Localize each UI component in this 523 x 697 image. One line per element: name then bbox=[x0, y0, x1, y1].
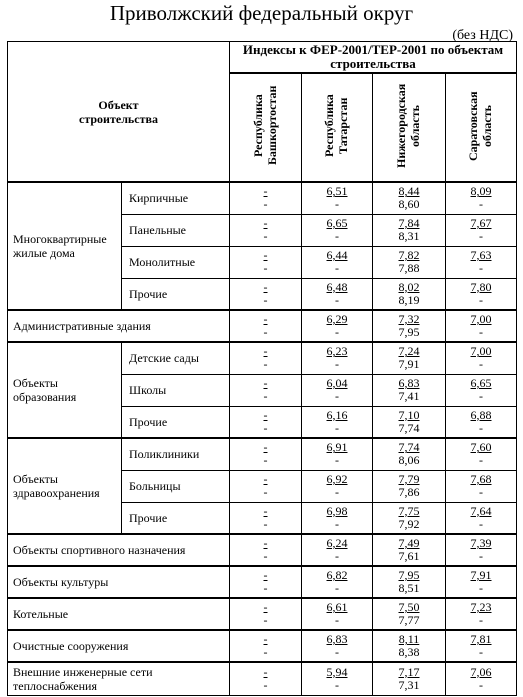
index-value-top: 6,91 bbox=[326, 440, 348, 455]
index-value-bottom: 7,41 bbox=[398, 389, 420, 403]
index-cell bbox=[373, 470, 446, 502]
index-value-bottom: 7,95 bbox=[398, 325, 420, 339]
index-cell bbox=[446, 598, 517, 630]
index-value-top: 6,24 bbox=[326, 536, 348, 550]
index-value-top: 6,29 bbox=[326, 312, 348, 326]
index-value-top: 6,16 bbox=[326, 407, 348, 422]
object-name: Объекты культуры bbox=[8, 566, 230, 598]
index-value-top: 6,51 bbox=[326, 184, 348, 199]
table-row bbox=[8, 662, 517, 695]
index-cell bbox=[446, 182, 517, 214]
index-value-bottom: - bbox=[335, 677, 339, 692]
index-cell bbox=[373, 214, 446, 246]
index-value-top: 7,63 bbox=[470, 248, 492, 262]
index-value-top: 7,84 bbox=[398, 216, 420, 230]
index-value-top: - bbox=[263, 600, 268, 614]
index-value-top: 7,67 bbox=[470, 216, 492, 230]
index-cell bbox=[373, 278, 446, 310]
index-value-bottom: - bbox=[479, 453, 484, 468]
index-cell bbox=[302, 310, 373, 342]
table-row bbox=[8, 310, 517, 342]
index-value-bottom: - bbox=[335, 325, 339, 339]
index-cell bbox=[302, 630, 373, 662]
index-value-bottom: - bbox=[335, 389, 339, 403]
index-cell bbox=[446, 502, 517, 534]
index-value-top: 7,17 bbox=[398, 664, 420, 679]
object-subtype: Панельные bbox=[122, 214, 230, 246]
index-value-top: 7,68 bbox=[470, 472, 492, 486]
index-value-bottom: - bbox=[263, 292, 268, 307]
index-value-bottom: - bbox=[263, 485, 268, 499]
index-cell bbox=[230, 630, 302, 662]
index-cell bbox=[446, 246, 517, 278]
index-value-top: - bbox=[263, 503, 268, 518]
index-cell bbox=[446, 278, 517, 310]
index-cell bbox=[302, 470, 373, 502]
index-cell bbox=[302, 214, 373, 246]
object-subtype: Поликлиники bbox=[122, 438, 230, 470]
index-cell bbox=[373, 406, 446, 438]
index-value-bottom: - bbox=[263, 229, 268, 243]
index-value-bottom: 8,38 bbox=[398, 645, 420, 659]
index-value-top: 7,75 bbox=[398, 503, 420, 518]
index-cell bbox=[230, 342, 302, 374]
index-value-top: - bbox=[263, 440, 268, 455]
index-value-bottom: - bbox=[335, 420, 339, 435]
index-value-bottom: 7,77 bbox=[398, 613, 420, 627]
index-cell bbox=[230, 438, 302, 470]
index-value-top: 7,06 bbox=[470, 664, 492, 679]
index-value-bottom: - bbox=[263, 357, 268, 372]
index-value-top: 7,24 bbox=[398, 344, 420, 359]
object-subtype: Кирпичные bbox=[122, 182, 230, 214]
index-value-bottom: - bbox=[479, 261, 484, 275]
index-value-top: 7,91 bbox=[470, 568, 492, 582]
object-name: Административные здания bbox=[8, 310, 230, 342]
index-value-top: - bbox=[263, 248, 268, 262]
index-value-top: 6,88 bbox=[470, 407, 492, 422]
index-value-top: 8,02 bbox=[398, 279, 420, 294]
table-row bbox=[8, 566, 517, 598]
index-value-top: 7,64 bbox=[470, 503, 492, 518]
index-value-top: 6,44 bbox=[326, 248, 348, 262]
object-subtype: Прочие bbox=[122, 406, 230, 438]
index-value-bottom: - bbox=[335, 292, 339, 307]
index-cell bbox=[230, 182, 302, 214]
table-row bbox=[8, 342, 517, 374]
region-header-saratov bbox=[446, 73, 517, 182]
index-cell bbox=[373, 438, 446, 470]
vat-note: (без НДС) bbox=[452, 28, 513, 43]
index-value-top: 6,04 bbox=[326, 376, 348, 390]
index-value-bottom: - bbox=[479, 197, 484, 212]
index-value-bottom: 8,06 bbox=[398, 453, 420, 468]
index-value-top: 7,74 bbox=[398, 440, 420, 455]
indices-header: Индексы к ФЕР-2001/ТЕР-2001 по объектам строительства bbox=[230, 42, 517, 74]
index-value-top: 7,60 bbox=[470, 440, 492, 455]
index-value-bottom: - bbox=[335, 613, 339, 627]
object-header-label: Объект строительства bbox=[79, 97, 158, 126]
index-cell bbox=[302, 438, 373, 470]
index-value-top: 6,61 bbox=[326, 600, 348, 614]
index-cell bbox=[302, 534, 373, 566]
region-label: Нижегородская область bbox=[394, 83, 422, 169]
object-name: Котельные bbox=[8, 598, 230, 630]
index-cell bbox=[230, 534, 302, 566]
index-cell bbox=[446, 438, 517, 470]
index-cell bbox=[446, 214, 517, 246]
index-cell bbox=[230, 502, 302, 534]
index-value-bottom: - bbox=[479, 677, 484, 692]
index-value-top: 7,23 bbox=[470, 600, 492, 614]
index-value-top: - bbox=[263, 568, 268, 582]
index-cell bbox=[446, 310, 517, 342]
index-cell bbox=[230, 278, 302, 310]
index-value-bottom: - bbox=[335, 485, 339, 499]
region-header-nizhny-novgorod bbox=[373, 73, 446, 182]
object-subtype: Монолитные bbox=[122, 246, 230, 278]
index-value-bottom: 7,86 bbox=[398, 485, 420, 499]
index-value-bottom: 8,19 bbox=[398, 292, 420, 307]
region-header-tatarstan bbox=[302, 73, 373, 182]
index-value-bottom: - bbox=[263, 581, 268, 595]
index-value-top: - bbox=[263, 312, 268, 326]
index-cell bbox=[446, 534, 517, 566]
index-value-bottom: - bbox=[263, 645, 268, 659]
index-value-bottom: 7,88 bbox=[398, 261, 420, 275]
index-cell bbox=[230, 214, 302, 246]
index-cell bbox=[373, 534, 446, 566]
index-value-top: 6,83 bbox=[326, 632, 348, 646]
index-cell bbox=[373, 598, 446, 630]
index-cell bbox=[373, 630, 446, 662]
index-value-bottom: - bbox=[335, 549, 339, 563]
index-value-bottom: - bbox=[263, 389, 268, 403]
index-cell bbox=[302, 278, 373, 310]
index-cell bbox=[373, 246, 446, 278]
index-value-bottom: 7,92 bbox=[398, 516, 420, 531]
index-value-top: 7,49 bbox=[398, 536, 420, 550]
table-row bbox=[8, 182, 517, 214]
index-value-bottom: - bbox=[335, 261, 339, 275]
index-cell bbox=[230, 566, 302, 598]
price-index-table bbox=[7, 41, 517, 696]
index-value-bottom: - bbox=[479, 420, 484, 435]
index-value-bottom: 8,60 bbox=[398, 197, 420, 212]
index-value-top: - bbox=[263, 376, 268, 390]
index-value-top: 7,80 bbox=[470, 279, 492, 294]
table-row bbox=[8, 534, 517, 566]
index-value-bottom: 7,61 bbox=[398, 549, 420, 563]
index-value-bottom: - bbox=[335, 357, 339, 372]
object-name: Внешние инженерные сети теплоснабжения bbox=[8, 662, 230, 695]
index-cell bbox=[373, 182, 446, 214]
index-value-top: - bbox=[263, 184, 268, 199]
region-header-bashkortostan bbox=[230, 73, 302, 182]
table-row bbox=[8, 630, 517, 662]
region-label: Саратовская область bbox=[466, 91, 495, 161]
index-value-top: 5,94 bbox=[326, 664, 348, 679]
index-cell bbox=[302, 246, 373, 278]
index-cell bbox=[373, 502, 446, 534]
index-value-top: - bbox=[263, 472, 268, 486]
index-cell bbox=[446, 470, 517, 502]
index-cell bbox=[302, 182, 373, 214]
index-value-top: 7,10 bbox=[398, 407, 420, 422]
index-value-bottom: - bbox=[479, 613, 484, 627]
index-cell bbox=[446, 662, 517, 695]
object-subtype: Прочие bbox=[122, 502, 230, 534]
index-cell bbox=[446, 566, 517, 598]
index-value-top: 6,48 bbox=[326, 279, 348, 294]
index-value-top: - bbox=[263, 536, 268, 550]
index-value-top: 6,83 bbox=[398, 376, 420, 390]
index-value-top: - bbox=[263, 216, 268, 230]
index-value-top: 7,95 bbox=[398, 568, 420, 582]
index-value-bottom: - bbox=[263, 420, 268, 435]
index-cell bbox=[230, 310, 302, 342]
index-value-bottom: - bbox=[479, 229, 484, 243]
index-value-bottom: - bbox=[263, 549, 268, 563]
index-cell bbox=[446, 374, 517, 406]
index-value-bottom: 7,31 bbox=[398, 677, 420, 692]
index-value-bottom: - bbox=[479, 357, 484, 372]
index-value-top: 7,82 bbox=[398, 248, 420, 262]
index-value-bottom: - bbox=[479, 325, 484, 339]
index-cell bbox=[373, 342, 446, 374]
index-value-top: 8,09 bbox=[470, 184, 492, 199]
object-group-name: Многоквартирные жилые дома bbox=[8, 182, 122, 310]
index-value-top: - bbox=[263, 632, 268, 646]
index-value-top: 7,32 bbox=[398, 312, 420, 326]
index-value-bottom: - bbox=[479, 581, 484, 595]
index-value-top: - bbox=[263, 407, 268, 422]
index-value-top: 7,00 bbox=[470, 344, 492, 359]
index-value-bottom: - bbox=[335, 197, 339, 212]
index-value-top: 8,44 bbox=[398, 184, 420, 199]
object-subtype: Прочие bbox=[122, 278, 230, 310]
region-label: Республика Татарстан bbox=[322, 94, 350, 158]
index-cell bbox=[446, 406, 517, 438]
index-value-bottom: - bbox=[479, 549, 484, 563]
index-value-bottom: - bbox=[263, 516, 268, 531]
object-group-name: Объекты здравоохранения bbox=[8, 438, 122, 534]
index-value-top: 6,92 bbox=[326, 472, 348, 486]
object-group-name: Объекты образования bbox=[8, 342, 122, 438]
index-value-bottom: - bbox=[263, 677, 268, 692]
index-value-bottom: 7,74 bbox=[398, 420, 420, 435]
index-value-top: 7,00 bbox=[470, 312, 492, 326]
index-cell bbox=[302, 342, 373, 374]
table-row bbox=[8, 438, 517, 470]
index-value-bottom: - bbox=[263, 453, 268, 468]
index-value-bottom: - bbox=[263, 613, 268, 627]
index-value-bottom: - bbox=[263, 325, 268, 339]
index-cell bbox=[302, 502, 373, 534]
index-value-bottom: - bbox=[263, 197, 268, 212]
index-value-top: - bbox=[263, 279, 268, 294]
page-title: Приволжский федеральный округ bbox=[109, 1, 414, 25]
object-subtype: Больницы bbox=[122, 470, 230, 502]
table-row bbox=[8, 598, 517, 630]
index-value-top: 8,11 bbox=[398, 632, 420, 646]
index-cell bbox=[373, 566, 446, 598]
index-value-top: 7,39 bbox=[470, 536, 492, 550]
index-value-bottom: - bbox=[263, 261, 268, 275]
index-value-bottom: - bbox=[335, 645, 339, 659]
index-cell bbox=[302, 374, 373, 406]
index-value-bottom: 8,51 bbox=[398, 581, 420, 595]
object-subtype: Школы bbox=[122, 374, 230, 406]
region-label: Республика Башкортостан bbox=[250, 85, 279, 165]
index-value-bottom: - bbox=[479, 389, 484, 403]
table-body bbox=[8, 182, 517, 695]
index-cell bbox=[230, 470, 302, 502]
index-value-bottom: - bbox=[479, 292, 484, 307]
index-value-bottom: - bbox=[479, 516, 484, 531]
index-value-bottom: - bbox=[479, 645, 484, 659]
index-cell bbox=[230, 662, 302, 695]
index-value-bottom: 7,91 bbox=[398, 357, 420, 372]
index-cell bbox=[230, 246, 302, 278]
index-cell bbox=[302, 598, 373, 630]
index-value-bottom: - bbox=[335, 229, 339, 243]
index-cell bbox=[373, 310, 446, 342]
object-header bbox=[8, 42, 230, 183]
index-value-top: - bbox=[263, 664, 268, 679]
index-cell bbox=[230, 374, 302, 406]
index-value-bottom: - bbox=[335, 453, 339, 468]
index-cell bbox=[373, 662, 446, 695]
index-value-top: 7,79 bbox=[398, 472, 420, 486]
index-cell bbox=[446, 630, 517, 662]
object-name: Очистные сооружения bbox=[8, 630, 230, 662]
index-value-top: 6,98 bbox=[326, 503, 348, 518]
index-value-bottom: 8,31 bbox=[398, 229, 420, 243]
index-cell bbox=[230, 406, 302, 438]
index-cell bbox=[302, 406, 373, 438]
index-cell bbox=[446, 342, 517, 374]
index-value-bottom: - bbox=[479, 485, 484, 499]
index-value-top: 6,23 bbox=[326, 344, 348, 359]
index-cell bbox=[373, 374, 446, 406]
object-subtype: Детские сады bbox=[122, 342, 230, 374]
index-value-top: 6,65 bbox=[326, 216, 348, 230]
index-value-top: 6,82 bbox=[326, 568, 348, 582]
index-value-top: 7,81 bbox=[470, 632, 492, 646]
object-name: Объекты спортивного назначения bbox=[8, 534, 230, 566]
index-value-top: - bbox=[263, 344, 268, 359]
index-cell bbox=[302, 662, 373, 695]
index-value-bottom: - bbox=[335, 516, 339, 531]
index-cell bbox=[230, 598, 302, 630]
index-cell bbox=[302, 566, 373, 598]
index-value-top: 6,65 bbox=[470, 376, 492, 390]
index-value-bottom: - bbox=[335, 581, 339, 595]
index-value-top: 7,50 bbox=[398, 600, 420, 614]
